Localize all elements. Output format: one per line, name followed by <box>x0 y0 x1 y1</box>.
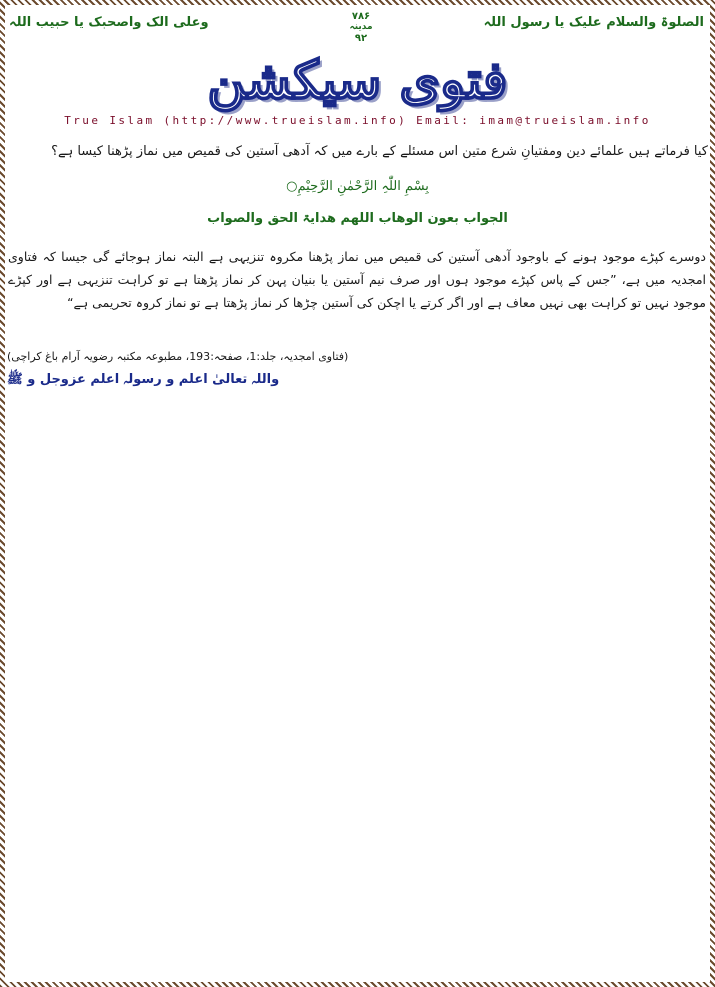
bismillah: بِسْمِ اللّٰہِ الرَّحْمٰنِ الرَّحِیْمِ○ <box>286 179 429 194</box>
answer-heading: الجواب بعون الوھاب اللھم ھدایۃ الحق والصواب <box>207 211 508 226</box>
answer-body: دوسرے کپڑے موجود ہونے کے باوجود آدھی آستین کی قمیص میں نماز پڑھنا مکروہ تنزیہی ہے البتہ نماز ہوجائے گی جیسا کہ فتاوی امجدیہ میں ہے، ”جس کے پاس کپڑے موجود ہوں اور صرف نیم آستین یا بنیان پہن کر نماز پڑھتا ہے تو کراہت تنزیہی ہے اور کپڑے موجود نہیں تو کراہت بھی نہیں معاف ہے اور اگر کرتے یا اچکن کی آستین چڑھا کر نماز پڑھتا ہے تو نماز کروہ تحریمی ہے“ <box>8 249 706 310</box>
closing-formula: واللہ تعالیٰ اعلم و رسولہ اعلم عزوجل و ﷺ <box>7 372 280 387</box>
issue-number <box>341 11 381 44</box>
issue-number-top: ۷۸۶ <box>351 11 371 22</box>
issue-number-bottom: ۹۲ <box>354 33 368 44</box>
header-row <box>5 11 710 47</box>
salutation-left: وعلی الک واصحبک یا حبیب اللہ <box>9 15 209 30</box>
page <box>5 5 710 982</box>
reference-citation: (فتاوی امجدیہ، جلد:1، صفحہ:193، مطبوعہ مکتبہ رضویہ آرام باغ کراچی) <box>7 350 349 363</box>
issue-number-middle: مدینہ <box>349 22 373 32</box>
fatwa-section-logo: فتوی سیکشن <box>207 50 508 111</box>
site-contact-line: True Islam (http://www.trueislam.info) Email: imam@trueislam.info <box>64 114 651 127</box>
question-text: کیا فرماتے ہیں علمائے دین ومفتیانِ شرع متین اس مسئلے کے بارے میں کہ آدھی آستین کی قمیص میں نماز پڑھنا کیسا ہے؟ <box>51 144 708 159</box>
salutation-right: الصلوۃ والسلام علیک یا رسول اللہ <box>483 15 704 30</box>
